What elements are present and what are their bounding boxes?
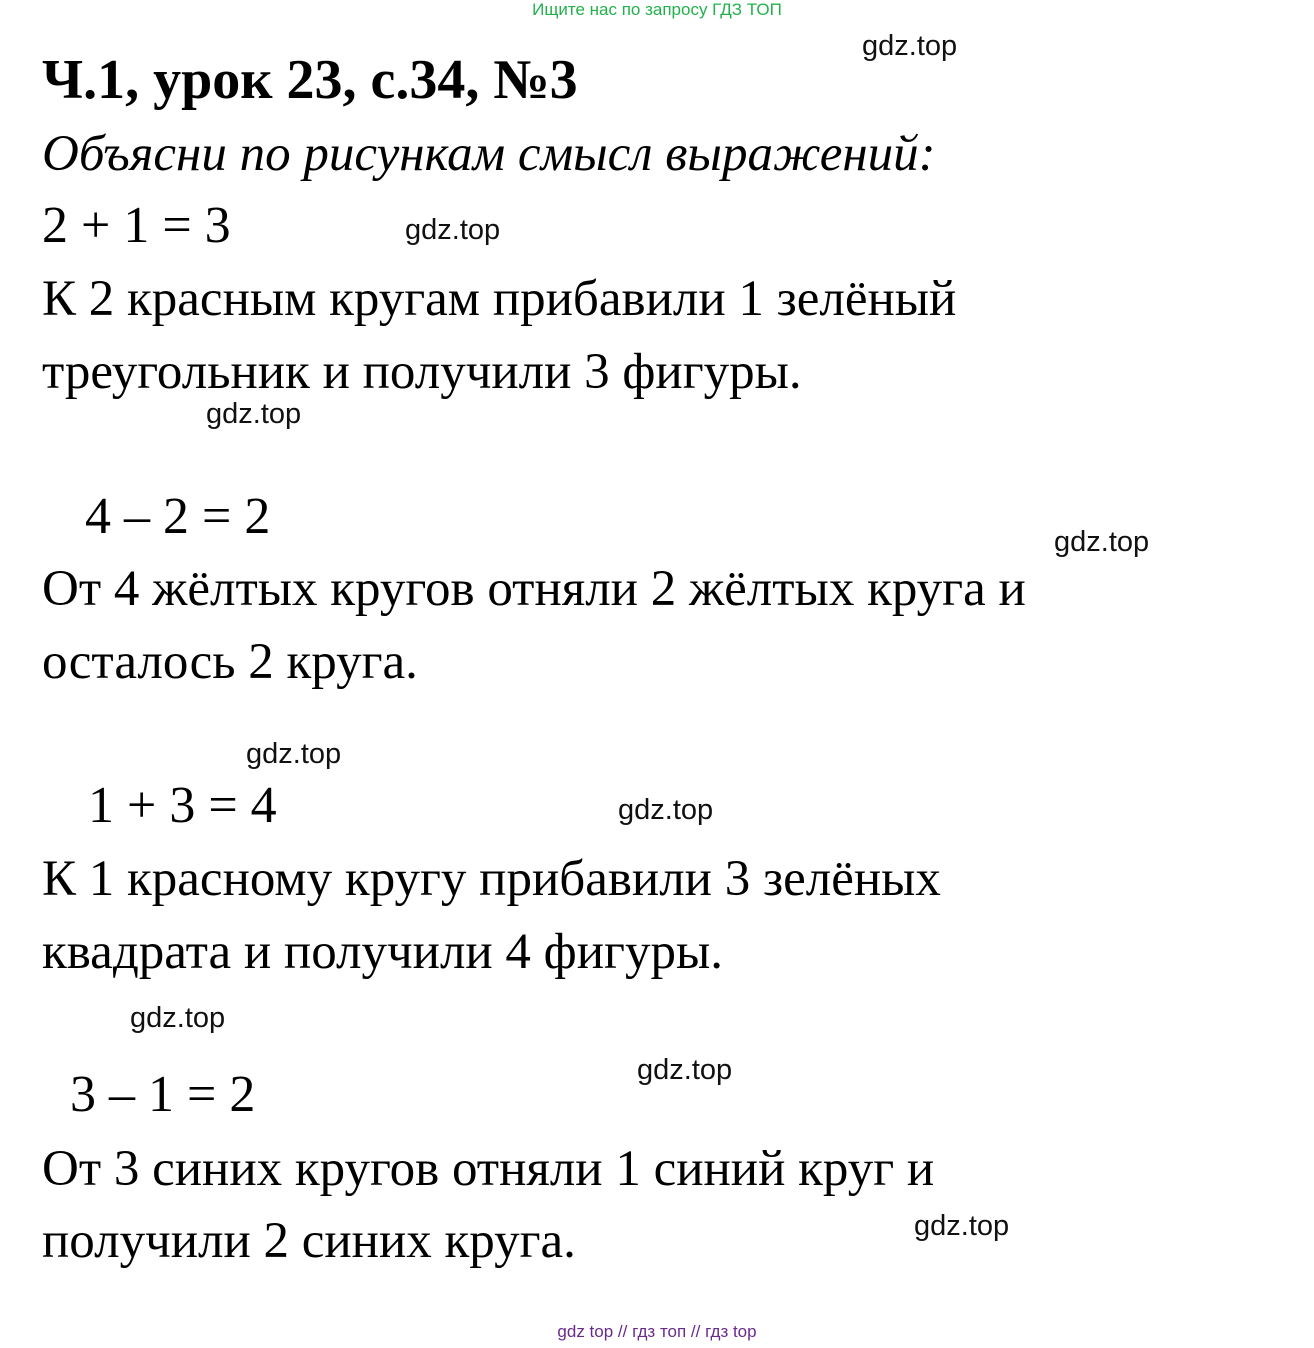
- explanation-2-line-2: осталось 2 круга.: [42, 634, 418, 690]
- watermark: gdz.top: [1054, 526, 1150, 558]
- expression-4: 3 – 1 = 2: [70, 1066, 256, 1123]
- expression-2: 4 – 2 = 2: [85, 488, 271, 545]
- task-statement: Объясни по рисункам смысл выражений:: [42, 126, 936, 182]
- watermark: gdz.top: [405, 214, 501, 246]
- watermark: gdz.top: [246, 738, 342, 770]
- watermark: gdz.top: [130, 1002, 226, 1034]
- explanation-2-line-1: От 4 жёлтых кругов отняли 2 жёлтых круга и: [42, 561, 1026, 617]
- explanation-1-line-1: К 2 красным кругам прибавили 1 зелёный: [42, 271, 957, 327]
- expression-1: 2 + 1 = 3: [42, 197, 231, 254]
- top-banner: Ищите нас по запросу ГДЗ ТОП: [532, 0, 782, 19]
- explanation-3-line-2: квадрата и получили 4 фигуры.: [42, 924, 723, 980]
- watermark: gdz.top: [206, 398, 302, 430]
- watermark: gdz.top: [618, 794, 714, 826]
- watermark: gdz.top: [862, 30, 958, 62]
- explanation-4-line-1: От 3 синих кругов отняли 1 синий круг и: [42, 1141, 935, 1197]
- watermark: gdz.top: [637, 1054, 733, 1086]
- expression-3: 1 + 3 = 4: [88, 777, 277, 834]
- explanation-4-line-2: получили 2 синих круга.: [42, 1213, 576, 1269]
- watermark: gdz.top: [914, 1210, 1010, 1242]
- explanation-1-line-2: треугольник и получили 3 фигуры.: [42, 344, 802, 400]
- footer-links: gdz top // гдз топ // гдз top: [557, 1322, 757, 1341]
- explanation-3-line-1: К 1 красному кругу прибавили 3 зелёных: [42, 851, 941, 907]
- page-title: Ч.1, урок 23, с.34, №3: [42, 49, 578, 111]
